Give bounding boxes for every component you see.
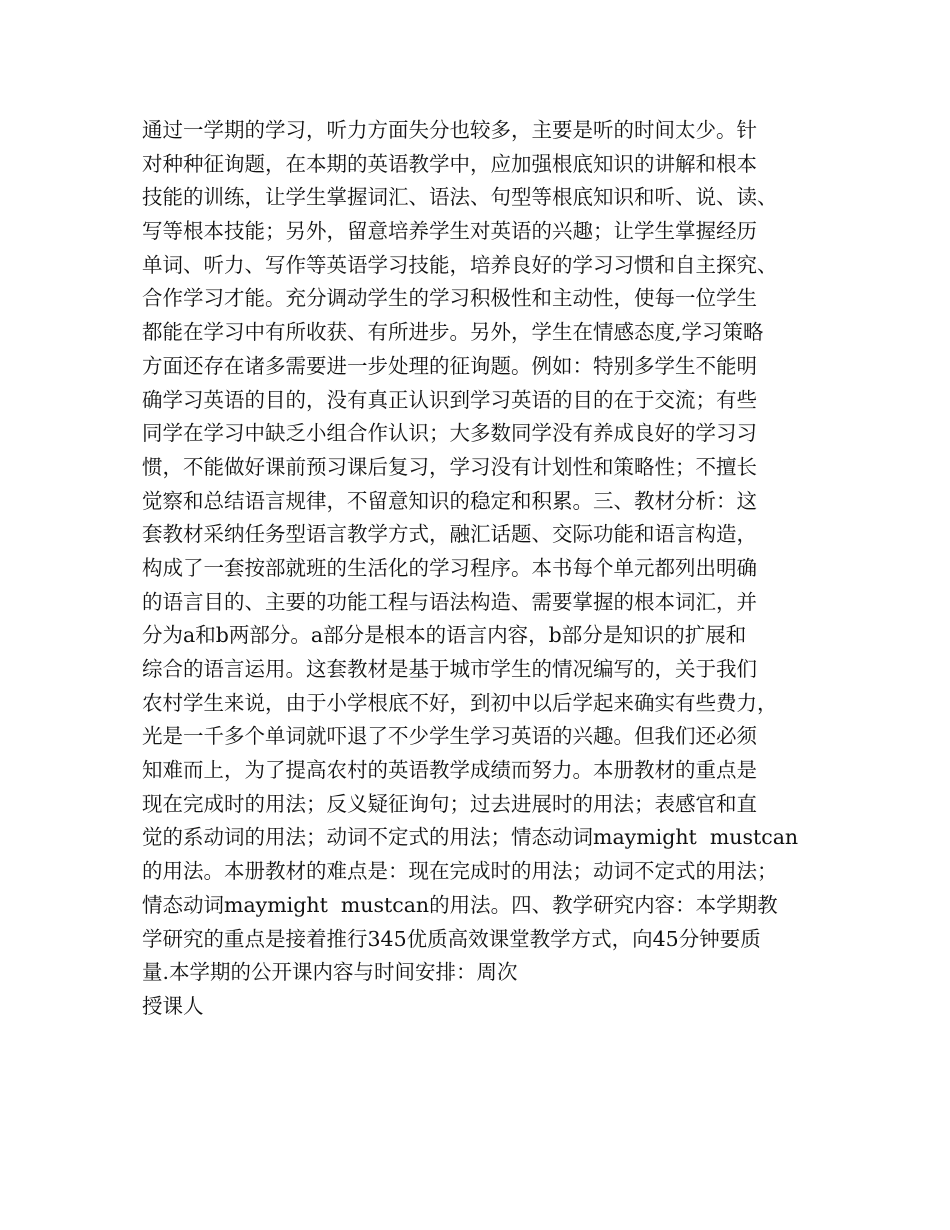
text-line: 写等根本技能；另外，留意培养学生对英语的兴趣；让学生掌握经历: [142, 219, 757, 244]
text-line: 合作学习才能。充分调动学生的学习积极性和主动性，使每一位学生: [142, 286, 757, 311]
text-line: 都能在学习中有所收获、有所进步。另外，学生在情感态度,学习策略: [142, 320, 764, 345]
text-line: 现在完成时的用法；反义疑征询句；过去进展时的用法；表感官和直: [142, 791, 757, 816]
text-line: 的用法。本册教材的难点是：现在完成时的用法；动词不定式的用法；: [142, 859, 778, 884]
text-line: 构成了一套按部就班的生活化的学习程序。本书每个单元都列出明确: [142, 555, 757, 580]
text-line: 情态动词maymight mustcan的用法。四、教学研究内容：本学期教: [142, 892, 778, 917]
text-line: 通过一学期的学习，听力方面失分也较多，主要是听的时间太少。针: [142, 118, 757, 142]
text-line: 的语言目的、主要的功能工程与语法构造、需要掌握的根本词汇，并: [142, 589, 757, 614]
text-line: 觉察和总结语言规律，不留意知识的稳定和积累。三、教材分析：这: [142, 488, 757, 513]
text-line: 综合的语言运用。这套教材是基于城市学生的情况编写的，关于我们: [142, 657, 757, 681]
text-line: 量.本学期的公开课内容与时间安排：周次: [142, 960, 518, 985]
text-line: 对种种征询题，在本期的英语教学中，应加强根底知识的讲解和根本: [142, 151, 757, 176]
text-line: 光是一千多个单词就吓退了不少学生学习英语的兴趣。但我们还必须: [142, 724, 757, 749]
text-line: 单词、听力、写作等英语学习技能，培养良好的学习习惯和自主探究、: [142, 252, 778, 277]
text-line: 同学在学习中缺乏小组合作认识；大多数同学没有养成良好的学习习: [142, 421, 757, 446]
text-line: 技能的训练，让学生掌握词汇、语法、句型等根底知识和听、说、读、: [142, 185, 778, 210]
text-line: 确学习英语的目的，没有真正认识到学习英语的目的在于交流；有些: [142, 387, 757, 412]
body-text: [142, 114, 822, 1024]
text-line: 授课人: [142, 993, 204, 1018]
text-line: 分为a和b两部分。a部分是根本的语言内容，b部分是知识的扩展和: [142, 623, 747, 648]
text-line: 惯，不能做好课前预习课后复习，学习没有计划性和策略性；不擅长: [142, 454, 757, 479]
text-line: 学研究的重点是接着推行345优质高效课堂教学方式，向45分钟要质: [142, 926, 761, 951]
text-line: 套教材采纳任务型语言教学方式，融汇话题、交际功能和语言构造，: [142, 522, 757, 547]
text-line: 觉的系动词的用法；动词不定式的用法；情态动词maymight mustcan: [142, 825, 799, 850]
text-line: 方面还存在诸多需要进一步处理的征询题。例如：特别多学生不能明: [142, 353, 757, 378]
text-line: 知难而上，为了提高农村的英语教学成绩而努力。本册教材的重点是: [142, 758, 757, 783]
text-line: 农村学生来说，由于小学根底不好，到初中以后学起来确实有些费力，: [142, 690, 778, 715]
